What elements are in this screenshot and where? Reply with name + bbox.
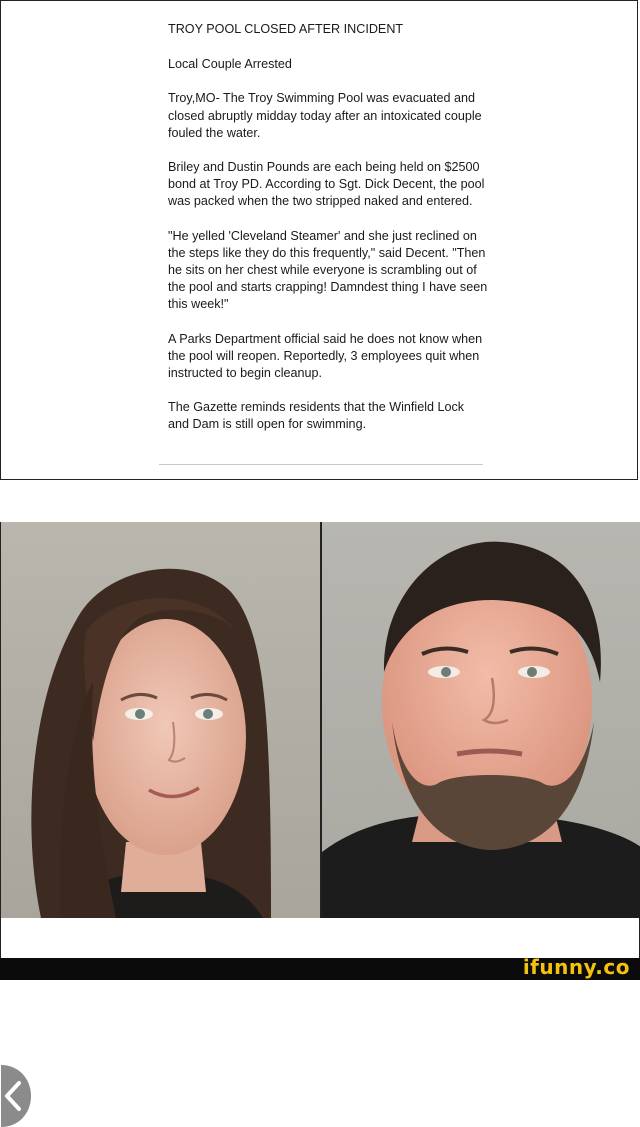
chevron-left-icon bbox=[1, 1065, 31, 1127]
article-headline: TROY POOL CLOSED AFTER INCIDENT bbox=[168, 22, 404, 36]
spacer bbox=[0, 918, 640, 958]
article-paragraph: A Parks Department official said he does not know when the pool will reopen. Reportedly, 3 employees quit when instructed to begin cleanup. bbox=[168, 331, 483, 381]
article-divider bbox=[159, 464, 483, 465]
woman-mugshot-image bbox=[1, 522, 320, 918]
mugshot-area bbox=[0, 522, 640, 918]
article-paragraph: Troy,MO- The Troy Swimming Pool was evacuated and closed abruptly midday today after an intoxicated couple fouled the water. bbox=[168, 91, 482, 140]
article-paragraph: Briley and Dustin Pounds are each being held on $2500 bond at Troy PD. According to Sgt. Dick Decent, the pool was packed when the two stripped naked and entered. bbox=[168, 160, 485, 209]
man-mugshot bbox=[322, 522, 640, 918]
article-body bbox=[168, 21, 488, 451]
article-paragraph: "He yelled 'Cleveland Steamer' and she just reclined on the steps like they do this frequently," said Decent. "Then he sits on her chest while everyone is scrambling out of the pool and starts crapping! Damndest thing I have seen this week!" bbox=[168, 228, 488, 312]
woman-mugshot bbox=[1, 522, 320, 918]
man-mugshot-image bbox=[322, 522, 640, 918]
footer-bar bbox=[0, 955, 640, 980]
article-card bbox=[0, 0, 638, 480]
ifunny-watermark: ifunny.co bbox=[522, 955, 630, 979]
article-paragraph: The Gazette reminds residents that the Winfield Lock and Dam is still open for swimming. bbox=[168, 400, 465, 432]
back-button[interactable] bbox=[1, 1065, 31, 1127]
spacer bbox=[0, 480, 640, 522]
article-subhead: Local Couple Arrested bbox=[168, 57, 292, 72]
